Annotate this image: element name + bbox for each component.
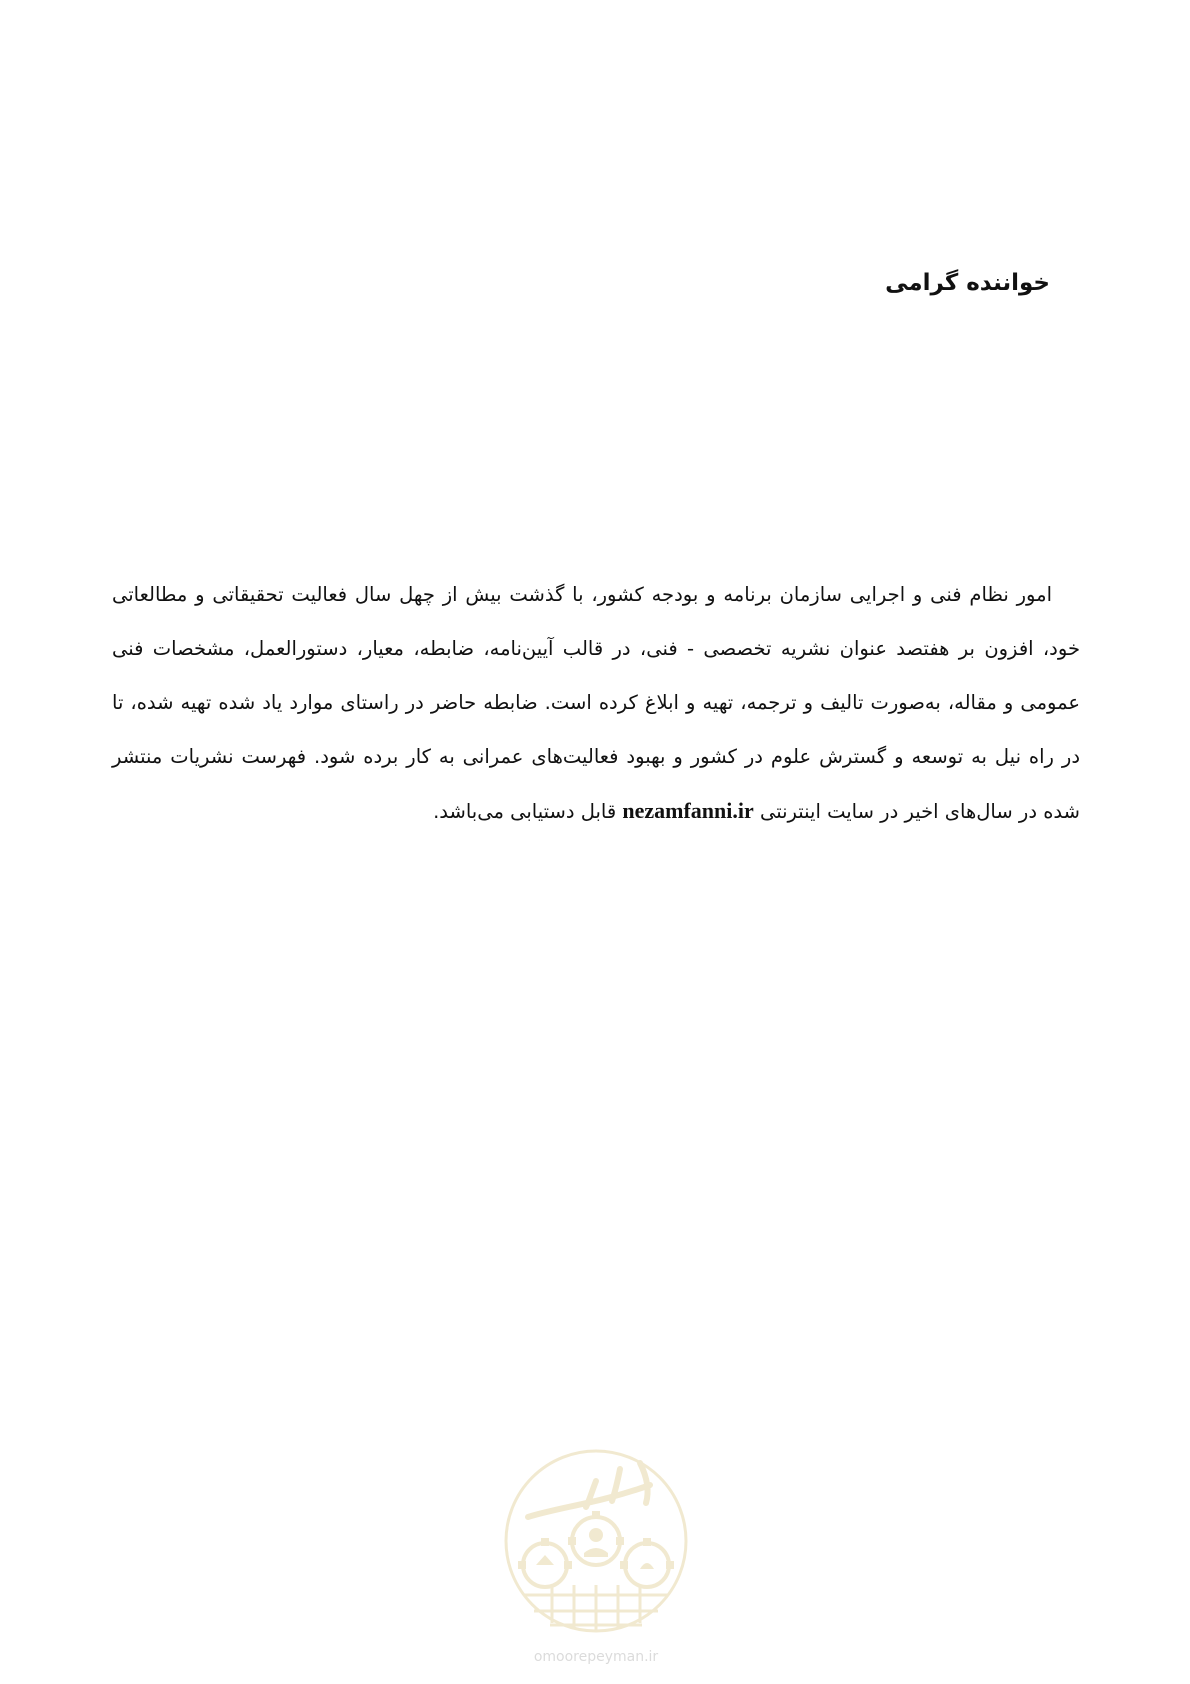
body-text [112, 568, 1080, 839]
page-title: خواننده گرامی [885, 270, 1050, 296]
paragraph-main-text: امور نظام فنی و اجرایی سازمان برنامه و بودجه کشور، با گذشت بیش از چهل سال فعالیت تحقیقاتی و مطالعاتی خود، افزون بر هفتصد عنوان نشریه تخصصی - فنی، در قالب آیین‌نامه، ضابطه، معیار، دستورالعمل، مشخصات فنی عمومی و مقاله، به‌صورت تالیف و ترجمه، تهیه و ابلاغ کرده است. ضابطه حاضر در راستای موارد یاد شده تهیه شده، تا در راه نیل به توسعه و گسترش علوم در کشور و بهبود فعالیت‌های عمرانی به کار برده شود. [112, 583, 1081, 768]
paragraph [112, 568, 1080, 839]
omoore-peyman-logo-icon [500, 1445, 692, 1645]
website-link[interactable]: nezamfanni.ir [622, 798, 754, 823]
watermark [500, 1445, 692, 1675]
watermark-url: omoorepeyman.ir [533, 1649, 659, 1665]
paragraph-tail-after-text: قابل دستیابی می‌باشد. [433, 800, 617, 823]
paragraph-tail-before-text: فهرست نشریات منتشر شده در سال‌های اخیر در سایت اینترنتی [112, 745, 1080, 823]
